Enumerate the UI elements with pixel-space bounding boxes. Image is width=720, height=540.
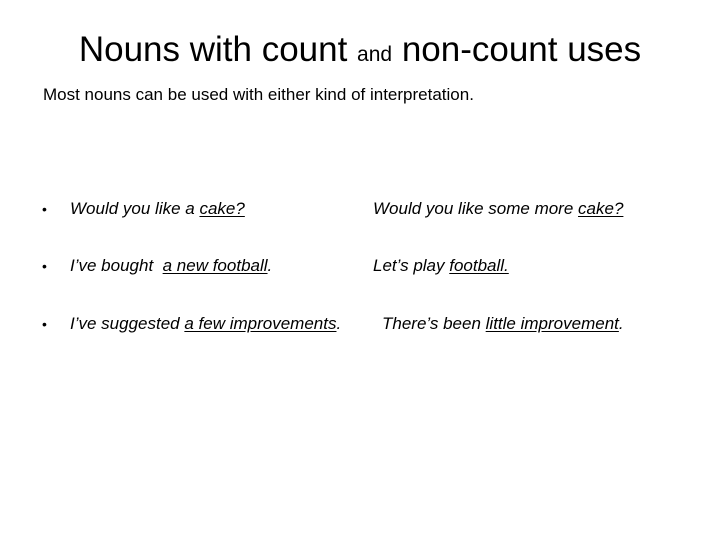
non-count-example-noun: cake? (578, 199, 624, 218)
count-example (70, 253, 272, 279)
title-part-2: and (357, 43, 393, 66)
count-example-tail: . (336, 314, 342, 333)
non-count-example (382, 311, 624, 337)
count-example (70, 311, 341, 337)
count-example-tail: . (267, 256, 273, 275)
non-count-example-text: Would you like some more (373, 199, 579, 218)
count-example-noun: cake? (199, 199, 245, 218)
count-example-noun: a new football (162, 256, 268, 275)
non-count-example-noun: football. (449, 256, 509, 275)
non-count-example-text: There’s been (382, 314, 486, 333)
count-example-noun: a few improvements (184, 314, 337, 333)
title-part-1: Nouns with count (78, 30, 358, 69)
count-example-text: Would you like a (70, 199, 200, 218)
count-example (70, 196, 245, 222)
slide-subtitle: Most nouns can be used with either kind of interpretation. (43, 85, 474, 104)
example-row (0, 196, 720, 222)
example-row (0, 311, 720, 337)
non-count-example-text: Let’s play (373, 256, 450, 275)
non-count-example (373, 253, 509, 279)
bullet-icon: • (42, 316, 47, 332)
non-count-example (373, 196, 623, 222)
bullet-icon: • (42, 201, 47, 217)
count-example-text: I’ve suggested (70, 314, 185, 333)
non-count-example-noun: little improvement (485, 314, 619, 333)
count-example-text: I’ve bought (70, 256, 163, 275)
bullet-icon: • (42, 258, 47, 274)
non-count-example-tail: . (618, 314, 624, 333)
slide-title (0, 28, 720, 77)
title-part-3: non-count uses (392, 30, 642, 69)
example-row (0, 253, 720, 279)
